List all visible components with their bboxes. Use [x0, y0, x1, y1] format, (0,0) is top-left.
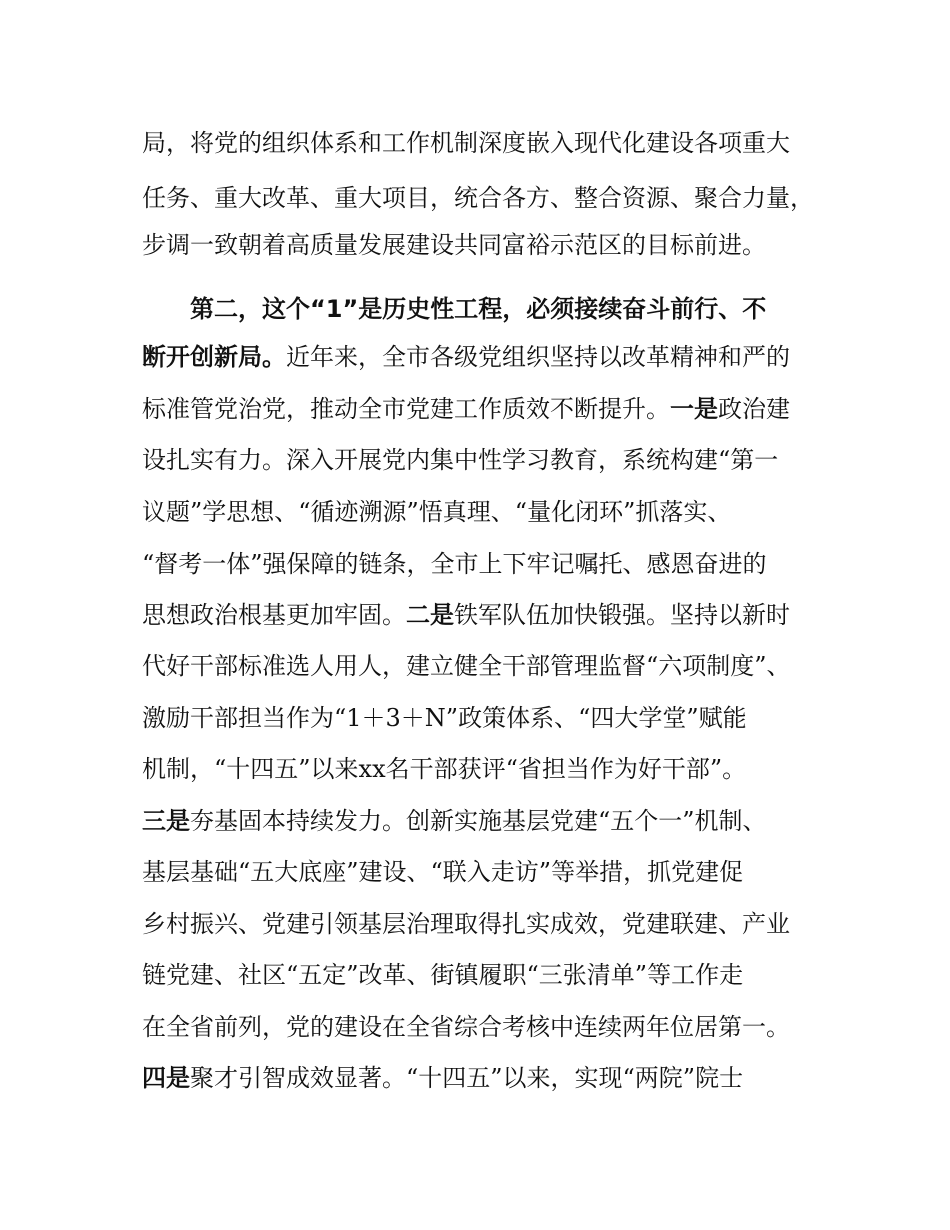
paragraph-line: “督考一体”强保障的链条，全市上下牢记嘱托、感恩奋进的: [142, 550, 767, 578]
paragraph-line: 局，将党的组织体系和工作机制深度嵌入现代化建设各项重大: [142, 129, 790, 157]
paragraph-line: 乡村振兴、党建引领基层治理取得扎实成效，党建联建、产业: [142, 910, 790, 938]
paragraph-line: [142, 342, 790, 372]
paragraph-line: 任务、重大改革、重大项目，统合各方、整合资源、聚合力量，: [142, 184, 814, 212]
paragraph-line: 机制，“十四五”以来xx名干部获评“省担当作为好干部”。: [142, 755, 747, 783]
paragraph-line: 代好干部标准选人用人，建立健全干部管理监督“六项制度”、: [142, 652, 791, 680]
line-text: 标准管党治党，推动全市党建工作质效不断提升。: [142, 395, 670, 423]
paragraph-line: 激励干部担当作为“1＋3＋N”政策体系、“四大学堂”赋能: [142, 704, 747, 732]
paragraph-line: 在全省前列，党的建设在全省综合考核中连续两年位居第一。: [142, 1013, 790, 1041]
paragraph-line: [142, 394, 790, 424]
item-label-one: 一是: [670, 395, 718, 423]
line-text: 近年来，全市各级党组织坚持以改革精神和严的: [286, 343, 790, 371]
line-text: 铁军队伍加快锻强。坚持以新时: [454, 601, 790, 629]
paragraph-line: [142, 600, 790, 630]
paragraph-line: 议题”学思想、“循迹溯源”悟真理、“量化闭环”抓落实、: [142, 498, 732, 526]
item-label-four: 四是: [142, 1064, 190, 1092]
item-label-two: 二是: [406, 601, 454, 629]
item-label-three: 三是: [142, 807, 190, 835]
paragraph-line: 步调一致朝着高质量发展建设共同富裕示范区的目标前进。: [142, 231, 766, 259]
paragraph-line: 链党建、社区“五定”改革、街镇履职“三张清单”等工作走: [142, 961, 744, 989]
line-text: 夯基固本持续发力。创新实施基层党建“五个一”机制、: [190, 807, 767, 835]
paragraph-line: [142, 806, 767, 836]
paragraph-line: 设扎实有力。深入开展党内集中性学习教育，系统构建“第一: [142, 446, 779, 474]
paragraph-line: 基层基础“五大底座”建设、“联入走访”等举措，抓党建促: [142, 858, 744, 886]
line-text: 政治建: [718, 395, 790, 423]
line-text: 聚才引智成效显著。“十四五”以来，实现“两院”院士: [190, 1064, 744, 1092]
paragraph-line: [142, 1063, 743, 1093]
section-heading-continued: 断开创新局。: [142, 343, 286, 371]
line-text: 思想政治根基更加牢固。: [142, 601, 406, 629]
section-heading: 第二，这个“1”是历史性工程，必须接续奋斗前行、不: [190, 295, 767, 323]
